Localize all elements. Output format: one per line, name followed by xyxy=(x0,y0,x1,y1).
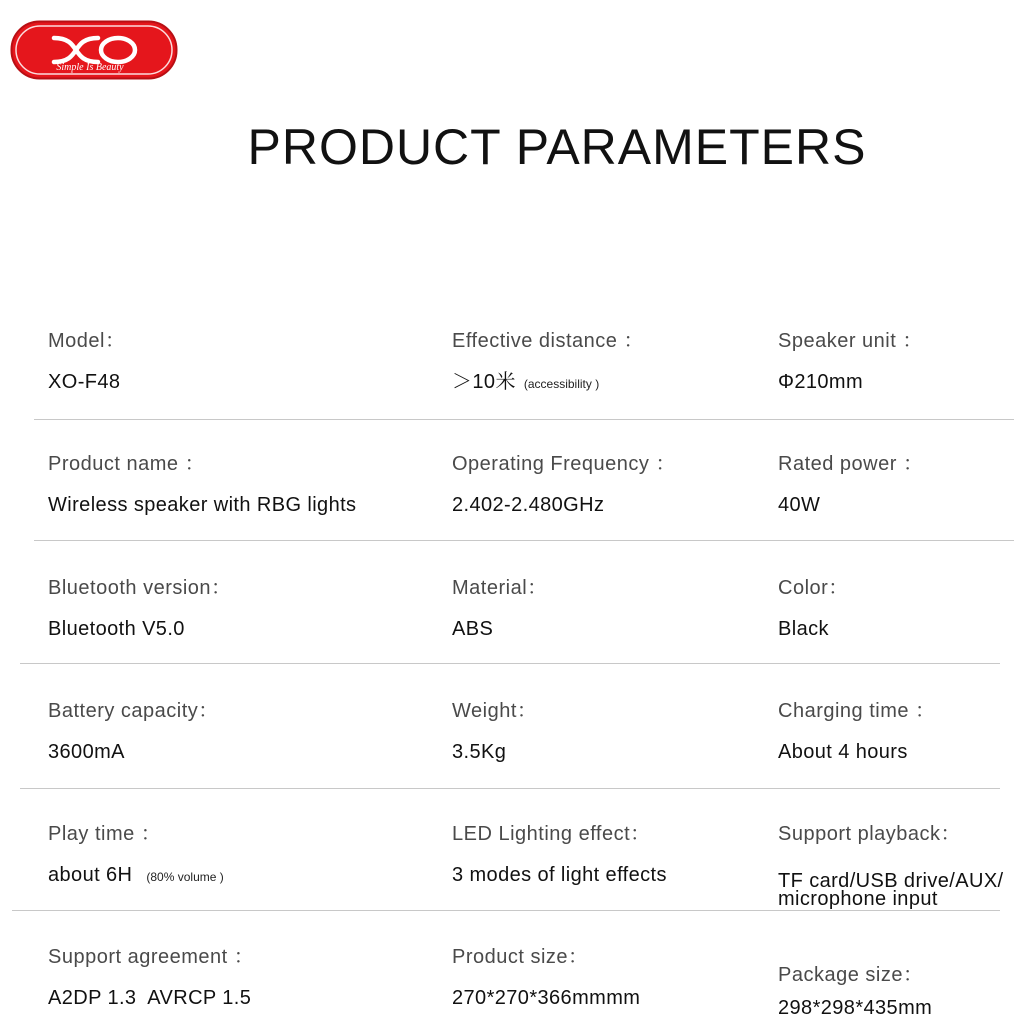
param-value: ＞10米 xyxy=(452,371,516,393)
row-divider xyxy=(34,419,1014,420)
param-package-size xyxy=(778,963,1034,1020)
xo-logo xyxy=(10,20,178,80)
row-divider xyxy=(34,540,1014,541)
param-label: Model： xyxy=(48,330,126,352)
param-label: Color： xyxy=(778,577,849,599)
param-value: 2.402-2.480GHz xyxy=(452,494,605,516)
param-label: Bluetooth version： xyxy=(48,577,232,599)
param-product-size xyxy=(452,945,782,1010)
param-value: 3600mA xyxy=(48,741,125,763)
param-value: TF card/USB drive/AUX/ microphone input xyxy=(778,870,1004,910)
param-effective-distance xyxy=(452,329,782,396)
param-row xyxy=(0,945,1034,1034)
param-value: A2DP 1.3 AVRCP 1.5 xyxy=(48,987,252,1009)
param-value: Φ210mm xyxy=(778,371,864,393)
param-rated-power xyxy=(778,452,1034,517)
param-label: LED Lighting effect： xyxy=(452,823,651,845)
param-label: Rated power ： xyxy=(778,453,924,475)
param-label: Material： xyxy=(452,577,548,599)
brand-tagline: Simple Is Beauty xyxy=(56,62,124,73)
param-label: Product size： xyxy=(452,946,589,968)
param-note: (80% volume ) xyxy=(146,870,224,884)
param-value: About 4 hours xyxy=(778,741,908,763)
param-value: about 6H xyxy=(48,864,133,886)
row-divider xyxy=(20,788,1000,789)
page-title: PRODUCT PARAMETERS xyxy=(247,119,867,175)
param-value: 40W xyxy=(778,494,821,516)
param-note: (accessibility ) xyxy=(523,377,600,391)
param-label: Speaker unit ： xyxy=(778,330,923,352)
param-row xyxy=(0,329,1034,452)
param-model xyxy=(48,329,378,394)
param-support-playback xyxy=(778,822,1034,908)
param-value: XO-F48 xyxy=(48,371,121,393)
param-label: Battery capacity： xyxy=(48,700,219,722)
param-label: Operating Frequency ： xyxy=(452,453,676,475)
param-led-lighting-effect xyxy=(452,822,782,887)
param-row xyxy=(0,452,1034,575)
param-label: Weight： xyxy=(452,700,538,722)
param-label: Effective distance ： xyxy=(452,330,644,352)
param-charging-time xyxy=(778,699,1034,764)
param-value: 3.5Kg xyxy=(452,741,507,763)
param-color xyxy=(778,576,1034,641)
param-row xyxy=(0,576,1034,699)
param-row xyxy=(0,822,1034,945)
param-label: Support agreement ： xyxy=(48,946,255,968)
param-weight xyxy=(452,699,782,764)
param-value: Wireless speaker with RBG lights xyxy=(48,494,357,516)
param-operating-frequency xyxy=(452,452,782,517)
param-value: ABS xyxy=(452,618,494,640)
param-support-agreement xyxy=(48,945,378,1010)
param-label: Package size： xyxy=(778,964,924,986)
param-value: 3 modes of light effects xyxy=(452,864,667,886)
param-battery-capacity xyxy=(48,699,378,764)
param-value: 270*270*366mmmm xyxy=(452,987,641,1009)
param-label: Product name ： xyxy=(48,453,206,475)
param-material xyxy=(452,576,782,641)
row-divider xyxy=(20,663,1000,664)
param-label: Play time ： xyxy=(48,823,162,845)
param-product-name xyxy=(48,452,378,517)
param-play-time xyxy=(48,822,378,889)
param-label: Charging time ： xyxy=(778,700,936,722)
param-speaker-unit xyxy=(778,329,1034,394)
param-label: Support playback： xyxy=(778,823,962,845)
row-divider xyxy=(12,910,1000,911)
param-value: Bluetooth V5.0 xyxy=(48,618,185,640)
param-row xyxy=(0,699,1034,822)
param-value: Black xyxy=(778,618,829,640)
param-bluetooth-version xyxy=(48,576,378,641)
param-value: 298*298*435mm xyxy=(778,997,933,1019)
